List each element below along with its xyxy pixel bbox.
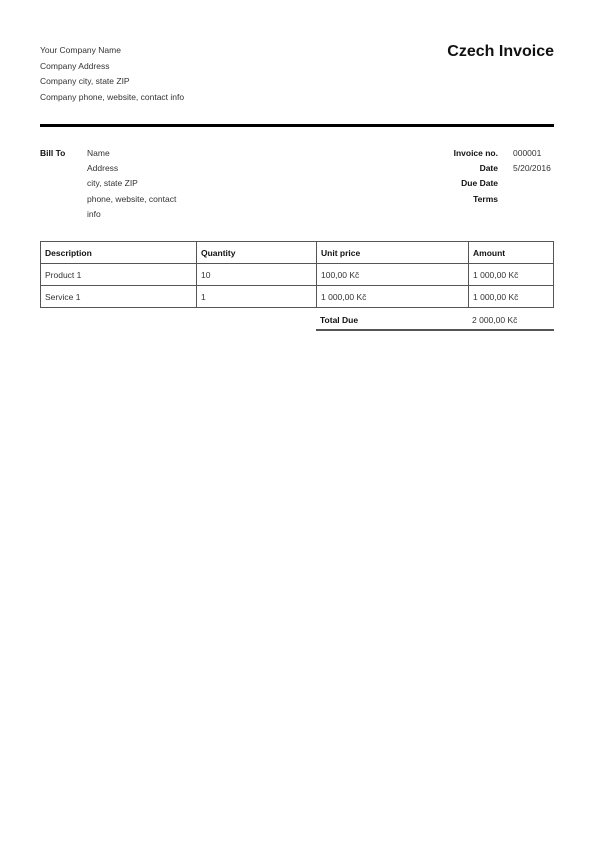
bill-to-line: city, state ZIP [87,178,138,188]
cell-description: Service 1 [41,286,197,308]
table-row [41,286,554,308]
table-row [41,264,554,286]
cell-amount: 1 000,00 Kč [469,264,554,286]
company-address: Company Address [40,61,110,71]
invoice-no-value: 000001 [513,148,542,158]
company-name: Your Company Name [40,45,121,55]
line-items-table [40,241,554,308]
date-label: Date [479,163,498,173]
bill-to-label: Bill To [40,148,66,158]
header-unit-price: Unit price [317,242,469,264]
cell-amount: 1 000,00 Kč [469,286,554,308]
date-value: 5/20/2016 [513,163,551,173]
cell-description: Product 1 [41,264,197,286]
total-due-label: Total Due [320,315,359,325]
bill-to-line: info [87,209,101,219]
table-header-row [41,242,554,264]
bill-to-line: Address [87,163,119,173]
header-amount: Amount [469,242,554,264]
bill-to-line: phone, website, contact [87,194,177,204]
due-date-label: Due Date [461,178,498,188]
cell-unit-price: 100,00 Kč [317,264,469,286]
invoice-no-label: Invoice no. [453,148,498,158]
company-city: Company city, state ZIP [40,76,130,86]
terms-label: Terms [473,194,498,204]
cell-quantity: 1 [197,286,317,308]
invoice-title: Czech Invoice [447,43,554,60]
cell-quantity: 10 [197,264,317,286]
header-quantity: Quantity [197,242,317,264]
header-description: Description [41,242,197,264]
header-divider [40,124,554,127]
cell-unit-price: 1 000,00 Kč [317,286,469,308]
company-contact: Company phone, website, contact info [40,92,185,102]
total-underline [316,329,554,331]
bill-to-line: Name [87,148,110,158]
total-due-value: 2 000,00 Kč [472,315,518,325]
